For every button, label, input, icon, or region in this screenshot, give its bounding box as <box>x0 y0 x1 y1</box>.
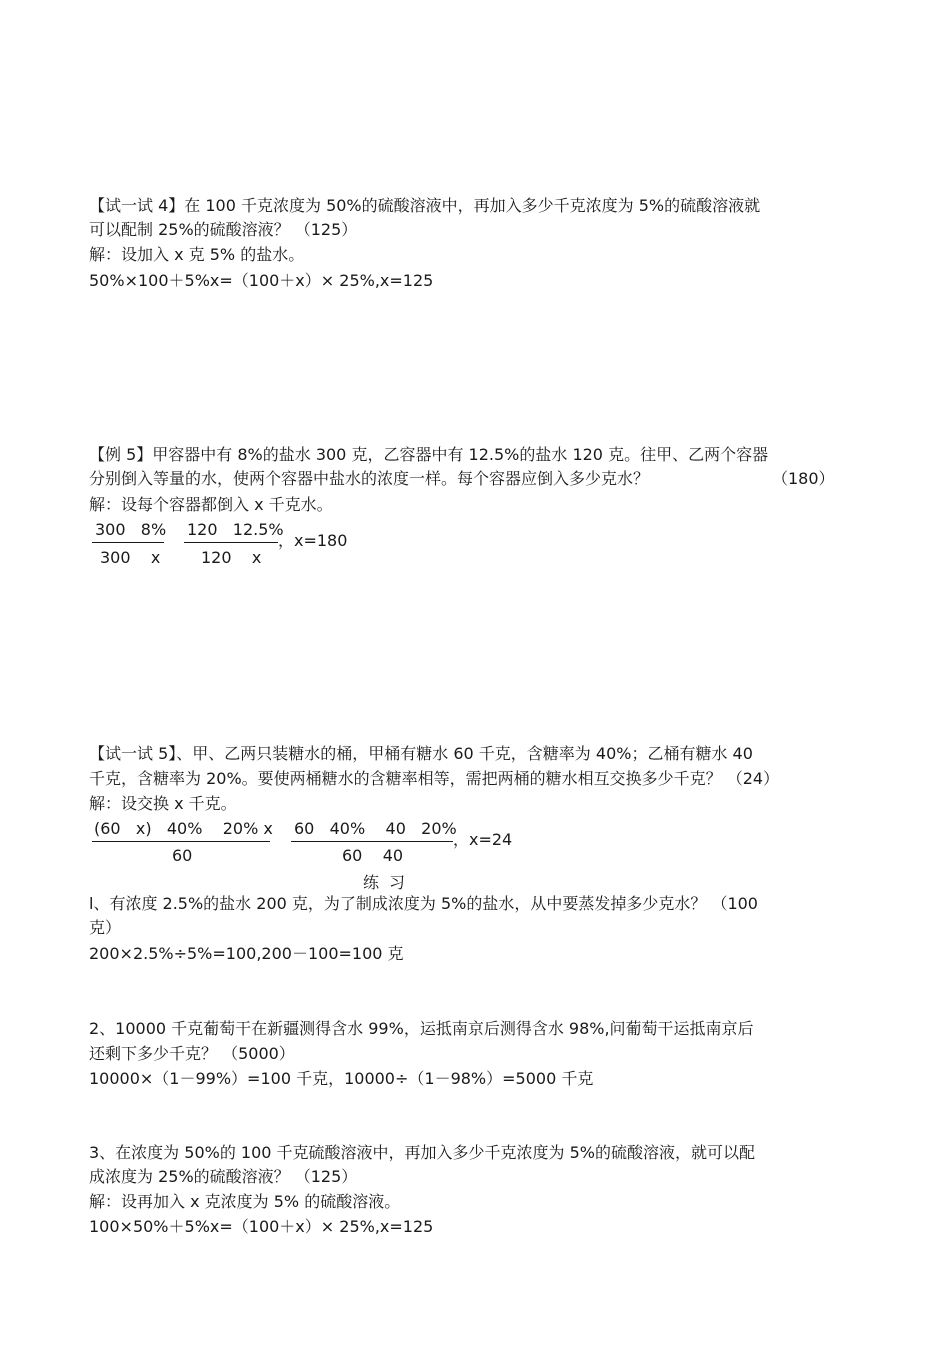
fraction-numerator: 300 8% <box>95 520 167 539</box>
try5-result: ，x=24 <box>453 830 513 849</box>
fraction-numerator: 120 12.5% <box>187 520 284 539</box>
example5-answer: （180） <box>772 469 835 488</box>
example5-question-line2: 分别倒入等量的水，使两个容器中盐水的浓度一样。每个容器应倒入多少克水？ <box>89 469 650 488</box>
try5-question-line2: 千克，含糖率为 20%。要使两桶糖水的含糖率相等，需把两桶的糖水相互交换多少千克？ （24） <box>89 769 780 788</box>
fraction-bar <box>92 542 164 543</box>
fraction-denominator: 300 x <box>100 548 161 567</box>
fraction-bar <box>92 841 270 842</box>
fraction-denominator: 120 x <box>201 548 262 567</box>
example5-result: ，x=180 <box>278 531 348 550</box>
practice-q3-solution-intro: 解：设再加入 x 克浓度为 5% 的硫酸溶液。 <box>89 1192 401 1211</box>
practice-q1-line2: 克） <box>89 918 122 937</box>
try4-equation: 50%×100＋5%x=（100＋x）× 25%,x=125 <box>89 271 434 290</box>
try5-solution-intro: 解：设交换 x 千克。 <box>89 794 237 813</box>
try4-solution-intro: 解：设加入 x 克 5% 的盐水。 <box>89 245 305 264</box>
try4-question-line2: 可以配制 25%的硫酸溶液？ （125） <box>89 220 358 239</box>
practice-q3-equation: 100×50%＋5%x=（100＋x）× 25%,x=125 <box>89 1217 434 1236</box>
try5-question-line1: 【试一试 5】、甲、乙两只装糖水的桶，甲桶有糖水 60 千克，含糖率为 40%；乙桶有糖水 40 <box>89 744 753 763</box>
fraction-numerator: 60 40% 40 20% <box>294 819 457 838</box>
fraction-denominator: 60 40 <box>342 846 404 865</box>
fraction-bar <box>291 841 453 842</box>
fraction-numerator: (60 x) 40% 20% x <box>94 819 273 838</box>
example5-question-line1: 【例 5】甲容器中有 8%的盐水 300 克，乙容器中有 12.5%的盐水 120 克。往甲、乙两个容器 <box>89 445 769 464</box>
practice-q2-answer: 10000×（1－99%）=100 千克，10000÷（1－98%）=5000 千克 <box>89 1069 594 1088</box>
practice-q2-line2: 还剩下多少千克？ （5000） <box>89 1044 295 1063</box>
practice-q2-line1: 2、10000 千克葡萄干在新疆测得含水 99%，运抵南京后测得含水 98%,问葡萄干运抵南京后 <box>89 1019 754 1038</box>
practice-q1-line1: l、有浓度 2.5%的盐水 200 克，为了制成浓度为 5%的盐水，从中要蒸发掉多少克水？ （100 <box>89 894 758 913</box>
fraction-denominator: 60 <box>172 846 193 865</box>
practice-q3-line2: 成浓度为 25%的硫酸溶液？ （125） <box>89 1167 358 1186</box>
try4-question-line1: 【试一试 4】在 100 千克浓度为 50%的硫酸溶液中，再加入多少千克浓度为 5%的硫酸溶液就 <box>89 196 761 215</box>
example5-solution-intro: 解：设每个容器都倒入 x 千克水。 <box>89 495 333 514</box>
fraction-bar <box>184 542 278 543</box>
practice-q3-line1: 3、在浓度为 50%的 100 千克硫酸溶液中，再加入多少千克浓度为 5%的硫酸溶液，就可以配 <box>89 1143 756 1162</box>
practice-title: 练习 <box>363 873 416 892</box>
practice-q1-answer: 200×2.5%÷5%=100,200－100=100 克 <box>89 944 404 963</box>
